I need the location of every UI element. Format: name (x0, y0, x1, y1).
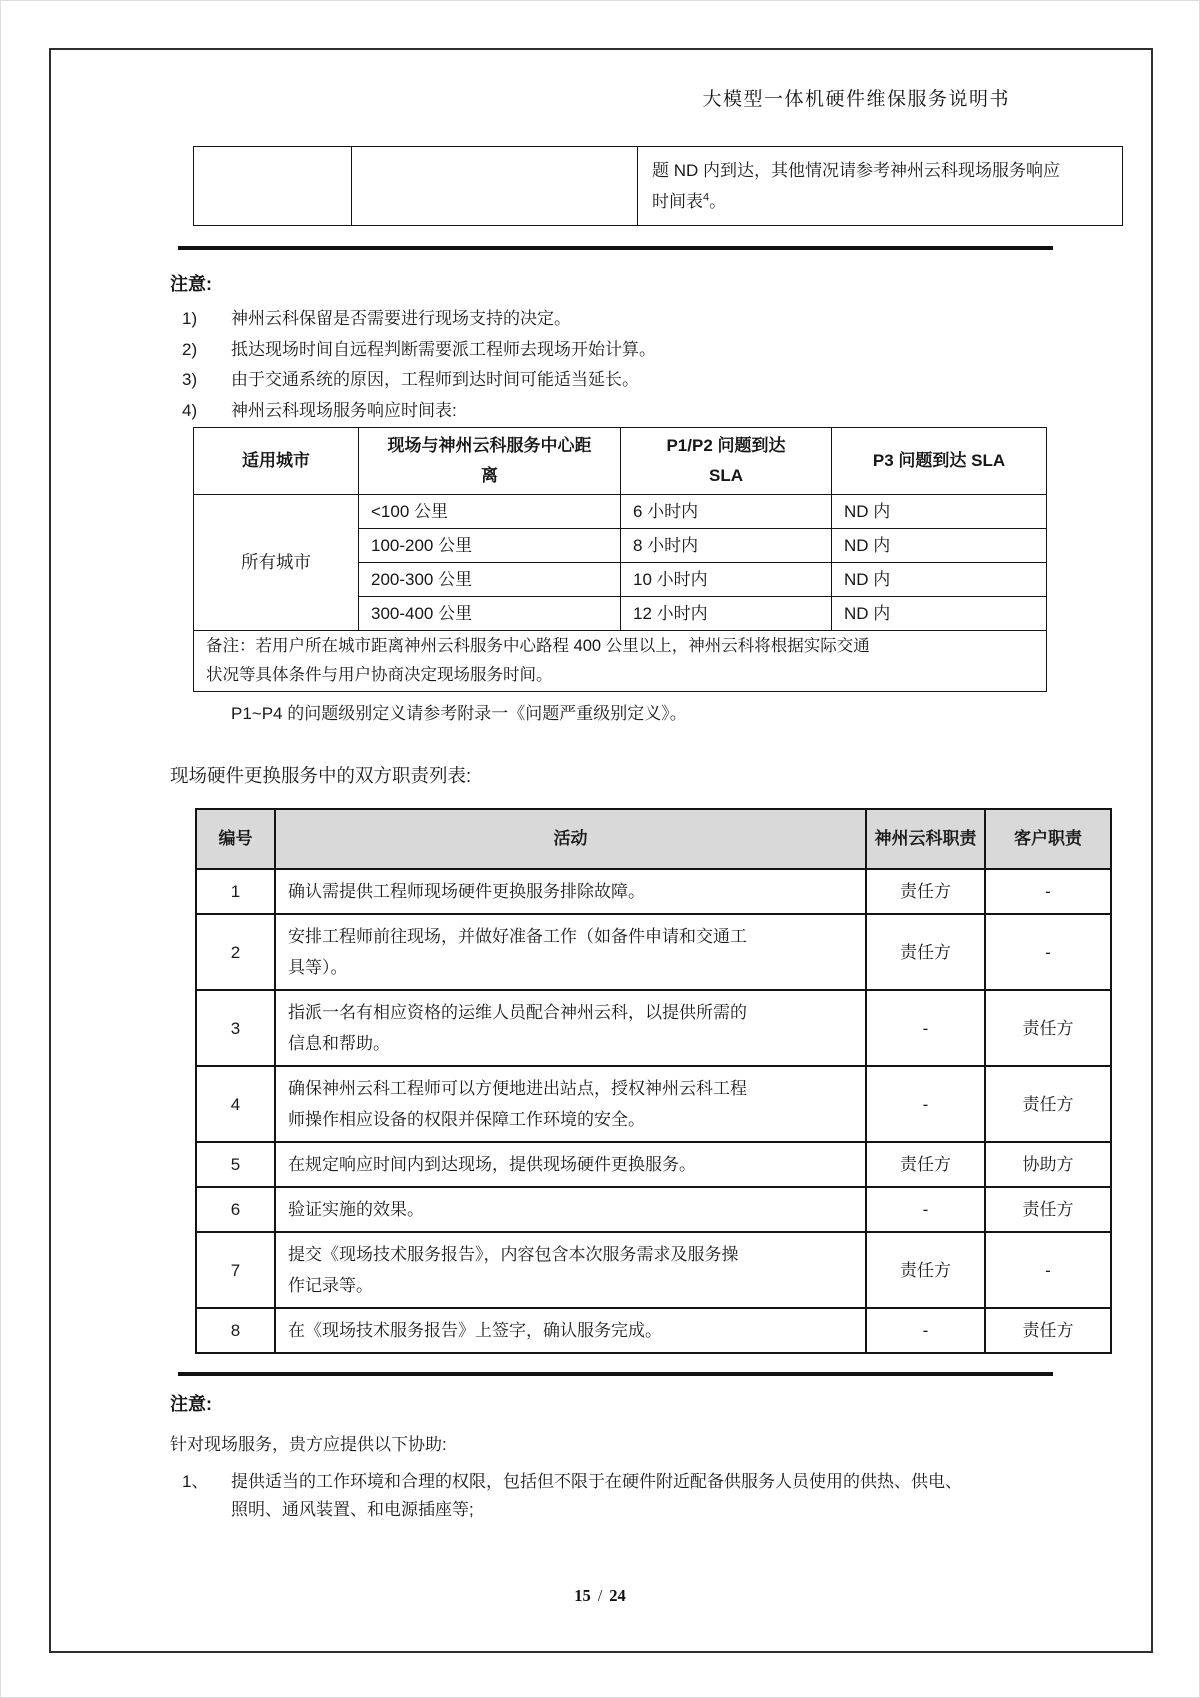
list-item (182, 365, 1022, 396)
list-item-text: 提供适当的工作环境和合理的权限，包括但不限于在硬件附近配备供服务人员使用的供热、供电、 照明、通风装置、和电源插座等; (231, 1472, 962, 1519)
list-item-text: 由于交通系统的原因，工程师到达时间可能适当延长。 (231, 370, 639, 389)
duty-cell-no: 2 (196, 914, 275, 990)
top-table-cell-empty-1 (194, 147, 352, 226)
duty-cell-customer: 责任方 (985, 1187, 1111, 1232)
duty-cell-dc: 责任方 (866, 914, 985, 990)
sla-cell-p1p2: 6 小时内 (621, 495, 832, 529)
duty-cell-activity: 在规定响应时间内到达现场，提供现场硬件更换服务。 (275, 1142, 866, 1187)
duty-cell-no: 8 (196, 1308, 275, 1353)
duty-cell-activity: 确认需提供工程师现场硬件更换服务排除故障。 (275, 869, 866, 914)
list-item-number: 4) (182, 400, 198, 420)
page-footer (0, 1586, 1200, 1606)
duty-cell-customer: 责任方 (985, 990, 1111, 1066)
table-row (194, 147, 1123, 226)
duty-cell-no: 7 (196, 1232, 275, 1308)
table-remark-row (194, 631, 1047, 692)
list-item-number: 2) (182, 339, 198, 359)
list-item (182, 335, 1022, 366)
duty-cell-customer: 协助方 (985, 1142, 1111, 1187)
sla-remark-cell (194, 631, 1047, 692)
table-row (196, 1142, 1111, 1187)
list-item (182, 396, 1022, 427)
note-label: 注意: (170, 274, 212, 294)
table-row (196, 990, 1111, 1066)
top-table-cell-empty-2 (352, 147, 638, 226)
duty-cell-dc: - (866, 990, 985, 1066)
duty-cell-no: 6 (196, 1187, 275, 1232)
list-item-number: 1) (182, 309, 198, 328)
duty-cell-activity: 验证实施的效果。 (275, 1187, 866, 1232)
section-divider-rule (178, 1372, 1053, 1376)
duty-cell-dc: - (866, 1187, 985, 1232)
table-header-row (196, 809, 1111, 869)
sla-cell-p3: ND 内 (832, 529, 1047, 563)
page-number: 15 (574, 1586, 591, 1605)
list-item-number: 3) (182, 370, 198, 389)
duty-section-title: 现场硬件更换服务中的双方职责列表: (170, 765, 472, 786)
sla-header-p3: P3 问题到达 SLA (832, 428, 1047, 495)
sla-cell-p3: ND 内 (832, 563, 1047, 597)
list-item-text: 抵达现场时间自远程判断需要派工程师去现场开始计算。 (231, 339, 656, 359)
sla-cell-city: 所有城市 (194, 495, 359, 631)
duty-cell-no: 4 (196, 1066, 275, 1142)
duty-cell-dc: 责任方 (866, 1232, 985, 1308)
table-row (196, 914, 1111, 990)
table-row (194, 495, 1047, 529)
top-table-text-line1: 题 ND 内到达，其他情况请参考神州云科现场服务响应 (652, 161, 1060, 180)
footnote-ref: 4 (703, 191, 710, 204)
duty-cell-dc: - (866, 1308, 985, 1353)
sla-cell-p1p2: 8 小时内 (621, 529, 832, 563)
list-item-number: 1、 (182, 1472, 209, 1491)
sla-response-table (193, 427, 1047, 692)
assistance-intro-text: 针对现场服务，贵方应提供以下协助: (170, 1435, 447, 1454)
duty-header-customer: 客户职责 (985, 809, 1111, 869)
section-divider-rule (178, 246, 1053, 250)
duty-cell-activity: 确保神州云科工程师可以方便地进出站点，授权神州云科工程 师操作相应设备的权限并保障工作环境的安全。 (275, 1066, 866, 1142)
table-header-row (194, 428, 1047, 495)
duty-cell-dc: - (866, 1066, 985, 1142)
sla-header-p1p2: P1/P2 问题到达 SLA (621, 428, 832, 495)
duty-cell-dc: 责任方 (866, 869, 985, 914)
top-table-text-line2: 时间表$^4$。 (652, 191, 727, 211)
sla-header-distance: 现场与神州云科服务中心距离 (359, 428, 621, 495)
list-item-text: 神州云科现场服务响应时间表: (231, 400, 457, 420)
duty-header-activity: 活动 (275, 809, 866, 869)
duty-cell-customer: - (985, 914, 1111, 990)
sla-cell-p3: ND 内 (832, 495, 1047, 529)
table-row (196, 1066, 1111, 1142)
sla-cell-distance: <100 公里 (359, 495, 621, 529)
list-item (182, 304, 1022, 335)
numbered-note-list (182, 304, 1022, 426)
sla-header-city: 适用城市 (194, 428, 359, 495)
duty-header-no: 编号 (196, 809, 275, 869)
sla-cell-p1p2: 12 小时内 (621, 597, 832, 631)
duty-cell-no: 1 (196, 869, 275, 914)
duty-cell-activity: 指派一名有相应资格的运维人员配合神州云科，以提供所需的 信息和帮助。 (275, 990, 866, 1066)
duty-cell-customer: 责任方 (985, 1066, 1111, 1142)
top-continuation-table (193, 146, 1123, 226)
top-table-cell-text (638, 147, 1123, 226)
remark-line2: 状况等具体条件与用户协商决定现场服务时间。 (206, 666, 553, 684)
duty-cell-activity: 在《现场技术服务报告》上签字，确认服务完成。 (275, 1308, 866, 1353)
duty-header-dc: 神州云科职责 (866, 809, 985, 869)
duty-cell-activity: 提交《现场技术服务报告》，内容包含本次服务需求及服务操 作记录等。 (275, 1232, 866, 1308)
table-row (196, 1308, 1111, 1353)
duty-cell-customer: - (985, 869, 1111, 914)
assistance-list (182, 1468, 1032, 1523)
duty-cell-no: 3 (196, 990, 275, 1066)
priority-definition-note: P1~P4 的问题级别定义请参考附录一《问题严重级别定义》。 (231, 704, 687, 723)
duty-cell-no: 5 (196, 1142, 275, 1187)
note-label: 注意: (170, 1394, 212, 1414)
sla-cell-p3: ND 内 (832, 597, 1047, 631)
remark-line1: 备注：若用户所在城市距离神州云科服务中心路程 400 公里以上，神州云科将根据实际交通 (206, 637, 870, 655)
sla-cell-p1p2: 10 小时内 (621, 563, 832, 597)
page-number-separator: / (597, 1586, 603, 1605)
total-pages: 24 (609, 1586, 626, 1605)
duty-cell-customer: - (985, 1232, 1111, 1308)
duty-cell-activity: 安排工程师前往现场，并做好准备工作（如备件申请和交通工 具等）。 (275, 914, 866, 990)
table-row (196, 1187, 1111, 1232)
duty-table (195, 808, 1112, 1354)
sla-cell-distance: 200-300 公里 (359, 563, 621, 597)
table-row (196, 1232, 1111, 1308)
list-item-text: 神州云科保留是否需要进行现场支持的决定。 (231, 309, 571, 328)
sla-cell-distance: 100-200 公里 (359, 529, 621, 563)
duty-cell-dc: 责任方 (866, 1142, 985, 1187)
sla-cell-distance: 300-400 公里 (359, 597, 621, 631)
table-row (196, 869, 1111, 914)
duty-cell-customer: 责任方 (985, 1308, 1111, 1353)
list-item (182, 1468, 1032, 1523)
document-header-title: 大模型一体机硬件维保服务说明书 (702, 89, 1010, 110)
